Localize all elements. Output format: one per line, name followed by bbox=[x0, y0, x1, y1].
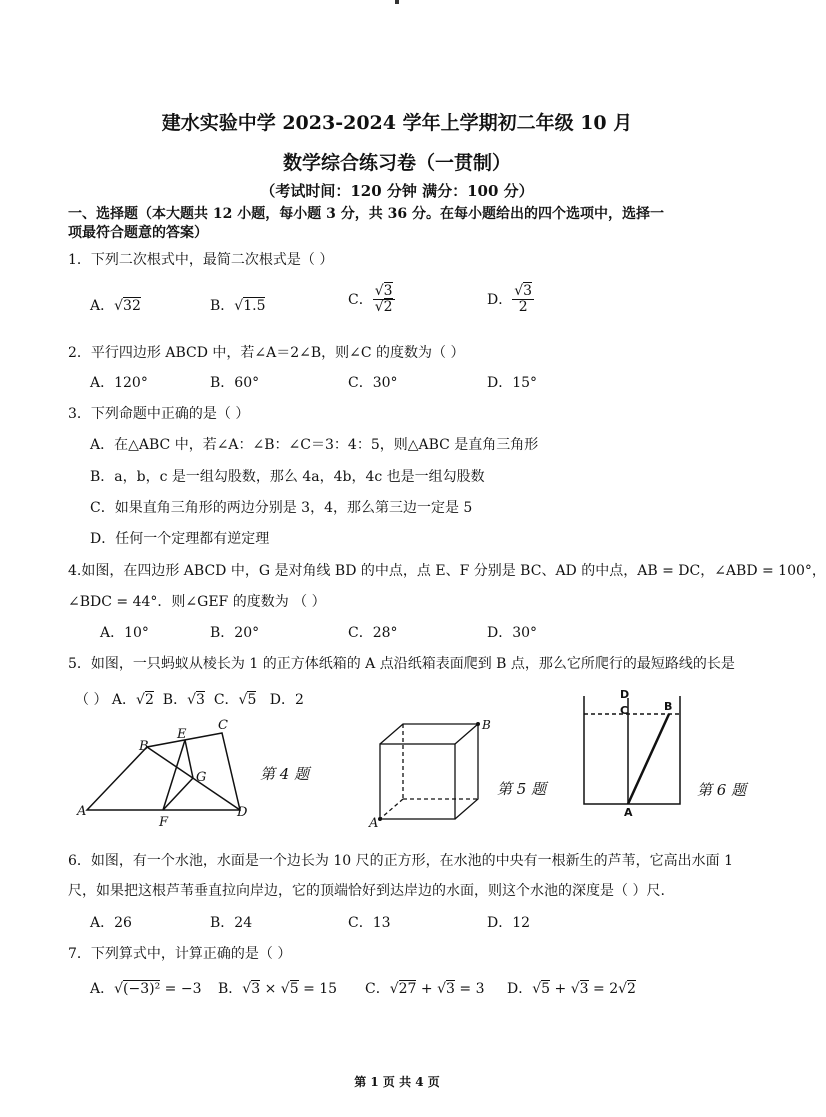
point-f-label: F bbox=[159, 815, 169, 830]
q6-option-b: B．24 bbox=[210, 915, 253, 931]
point-g-label: G bbox=[196, 770, 207, 785]
q6-option-a: A．26 bbox=[90, 915, 132, 931]
cube-front-face bbox=[380, 744, 455, 819]
point-c-label: C bbox=[620, 704, 629, 717]
q4-option-a: A．10° bbox=[100, 625, 149, 641]
segment-ef bbox=[163, 740, 185, 810]
q7-option-c: C．√27 + √3 = 3 bbox=[365, 981, 485, 997]
point-b-label: B bbox=[664, 700, 673, 713]
q1-option-a: A．√32 bbox=[90, 298, 141, 314]
q1-option-b: B．√1.5 bbox=[210, 298, 266, 314]
question-3-stem: 3．下列命题中正确的是（ ） bbox=[68, 406, 250, 422]
q7-option-b: B．√3 × √5 = 15 bbox=[218, 981, 338, 997]
question-1-stem: 1．下列二次根式中，最简二次根式是（ ） bbox=[68, 252, 334, 268]
page-subtitle: 数学综合练习卷（一贯制） bbox=[282, 152, 511, 174]
figure-5-caption: 第 5 题 bbox=[497, 780, 547, 798]
q4-option-c: C．28° bbox=[348, 625, 398, 641]
point-a-label: A bbox=[624, 806, 633, 819]
q3-option-b: B．a，b，c 是一组勾股数，那么 4a，4b，4c 也是一组勾股数 bbox=[90, 469, 485, 485]
q1-option-d: D． $\frac{√3}{2}$ bbox=[487, 283, 533, 316]
point-b-label: B bbox=[482, 718, 491, 732]
reed-pulled bbox=[628, 714, 669, 804]
q2-option-a: A．120° bbox=[90, 375, 148, 391]
figure-4-quadrilateral bbox=[75, 715, 265, 830]
figure-4-caption: 第 4 题 bbox=[260, 765, 310, 783]
figure-6-pond bbox=[580, 688, 690, 818]
page-title: 建水实验中学 2023-2024 学年上学期初二年级 10 月 bbox=[161, 112, 633, 134]
point-d-label: D bbox=[237, 805, 248, 820]
point-a-label: A bbox=[77, 804, 87, 819]
question-4-stem: 4.如图，在四边形 ABCD 中，G 是对角线 BD 的中点，点 E、F 分别是 BC、AD 的中点，AB = DC，∠ABD = 100°， bbox=[68, 563, 826, 579]
q2-option-b: B．60° bbox=[210, 375, 260, 391]
q7-option-d: D．√5 + √3 = 2√2 bbox=[507, 981, 636, 997]
q7-option-a: A．√(−3)² = −3 bbox=[90, 981, 202, 997]
question-5-stem: 5．如图，一只蚂蚁从棱长为 1 的正方体纸箱的 A 点沿纸箱表面爬到 B 点，那么它所爬行的最短路线的长是 bbox=[68, 656, 735, 672]
page-top-mark bbox=[395, 0, 399, 4]
page-footer: 第 1 页 共 4 页 bbox=[354, 1075, 440, 1089]
q3-option-d: D．任何一个定理都有逆定理 bbox=[90, 531, 270, 547]
exam-info: （考试时间：120 分钟 满分：100 分） bbox=[260, 182, 534, 200]
figure-5-cube bbox=[368, 716, 491, 831]
section-intro-cont: 项最符合题意的答案） bbox=[68, 225, 208, 241]
section-intro: 一、选择题（本大题共 12 小题，每小题 3 分，共 36 分。在每小题给出的四个选项中，选择一 bbox=[68, 206, 664, 222]
question-7-stem: 7．下列算式中，计算正确的是（ ） bbox=[68, 946, 292, 962]
q2-option-d: D．15° bbox=[487, 375, 538, 391]
question-2-stem: 2．平行四边形 ABCD 中，若∠A＝2∠B，则∠C 的度数为（ ） bbox=[68, 345, 465, 361]
q5-options: （ ） A．√2 B．√3 C．√5 D．2 bbox=[75, 692, 304, 708]
question-4-stem-cont: ∠BDC = 44°．则∠GEF 的度数为 （ ） bbox=[68, 594, 326, 610]
q3-option-a: A．在△ABC 中，若∠A：∠B：∠C＝3：4：5，则△ABC 是直角三角形 bbox=[90, 437, 539, 453]
q1-option-c: C． $\frac{√3}{√2}$ bbox=[348, 283, 393, 316]
figure-6-caption: 第 6 题 bbox=[697, 781, 747, 799]
q3-option-c: C．如果直角三角形的两边分别是 3，4，那么第三边一定是 5 bbox=[90, 500, 473, 516]
q4-option-b: B．20° bbox=[210, 625, 260, 641]
question-6-stem: 6．如图，有一个水池，水面是一个边长为 10 尺的正方形，在水池的中央有一根新生的芦苇，它高出水面 1 bbox=[68, 853, 733, 869]
q4-option-d: D．30° bbox=[487, 625, 538, 641]
question-6-stem-cont: 尺，如果把这根芦苇垂直拉向岸边，它的顶端恰好到达岸边的水面，则这个水池的深度是（ ）尺. bbox=[68, 883, 665, 899]
point-c-label: C bbox=[218, 718, 228, 733]
segment-eg bbox=[185, 740, 193, 778]
q6-option-c: C．13 bbox=[348, 915, 391, 931]
q6-option-d: D．12 bbox=[487, 915, 531, 931]
point-d-label: D bbox=[620, 688, 630, 701]
point-b-label: B bbox=[139, 739, 149, 754]
q2-option-c: C．30° bbox=[348, 375, 398, 391]
point-a-label: A bbox=[369, 816, 379, 831]
quad-abcd bbox=[87, 733, 240, 810]
point-e-label: E bbox=[177, 727, 187, 742]
